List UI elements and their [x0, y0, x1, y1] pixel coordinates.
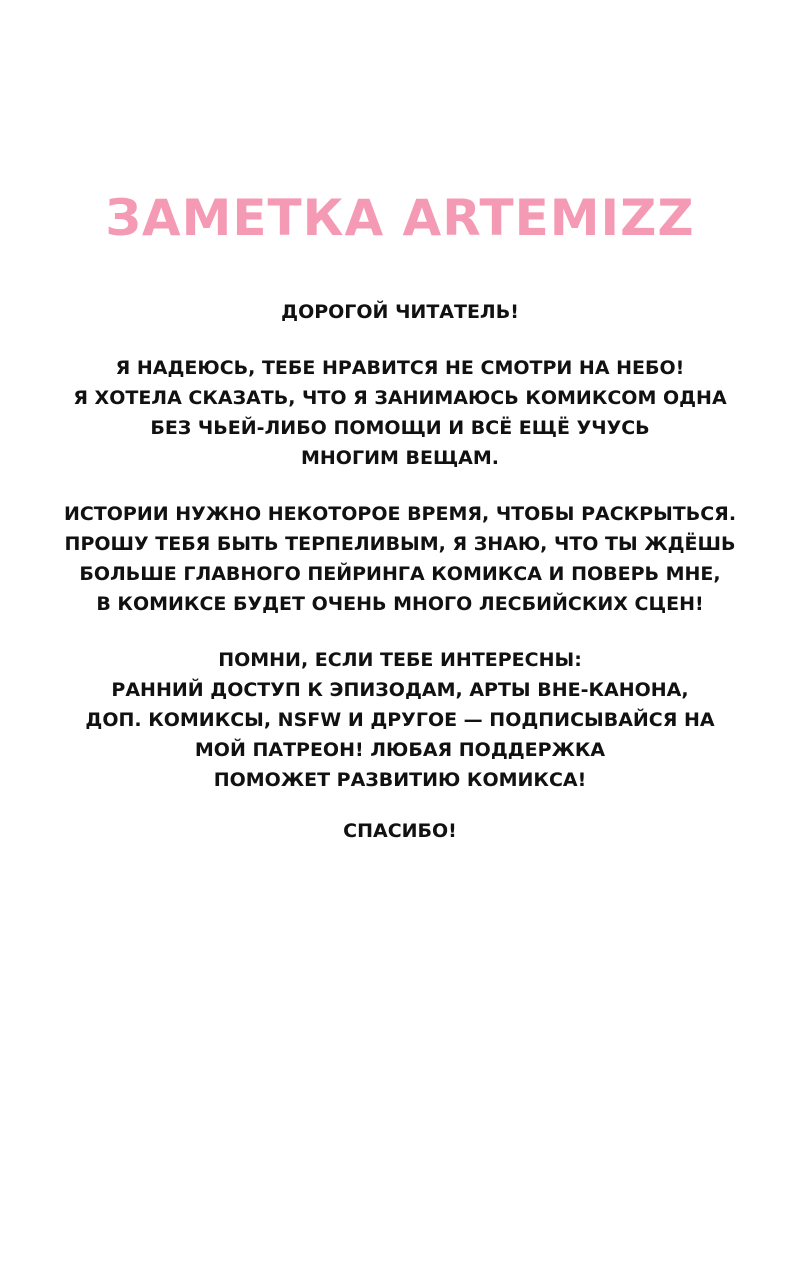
paragraph-1-line: Я ХОТЕЛА СКАЗАТЬ, ЧТО Я ЗАНИМАЮСЬ КОМИКСОМ ОДНА — [73, 387, 727, 409]
paragraph-3-line: ПОМНИ, ЕСЛИ ТЕБЕ ИНТЕРЕСНЫ: — [218, 649, 582, 671]
paragraph-3 — [20, 645, 780, 795]
thanks-text: СПАСИБО! — [343, 820, 457, 842]
paragraph-2-line: ИСТОРИИ НУЖНО НЕКОТОРОЕ ВРЕМЯ, ЧТОБЫ РАСКРЫТЬСЯ. — [63, 503, 737, 525]
paragraph-3-line: РАННИЙ ДОСТУП К ЭПИЗОДАМ, АРТЫ ВНЕ-КАНОНА, — [111, 679, 689, 701]
paragraph-1-line: МНОГИМ ВЕЩАМ. — [301, 447, 499, 469]
paragraph-2-line: БОЛЬШЕ ГЛАВНОГО ПЕЙРИНГА КОМИКСА И ПОВЕРЬ МНЕ, — [79, 563, 721, 585]
paragraph-2 — [20, 499, 780, 619]
paragraph-2-line: В КОМИКСЕ БУДЕТ ОЧЕНЬ МНОГО ЛЕСБИЙСКИХ СЦЕН! — [96, 593, 704, 615]
note-title: ЗАМЕТКА ARTEMIZZ — [105, 189, 695, 247]
paragraph-3-line: ДОП. КОМИКСЫ, NSFW И ДРУГОЕ — ПОДПИСЫВАЙСЯ НА — [85, 709, 715, 731]
paragraph-1-line: Я НАДЕЮСЬ, ТЕБЕ НРАВИТСЯ НЕ СМОТРИ НА НЕБО! — [115, 357, 685, 379]
paragraph-3-line: ПОМОЖЕТ РАЗВИТИЮ КОМИКСА! — [213, 769, 587, 791]
paragraph-1-line: БЕЗ ЧЬЕЙ-ЛИБО ПОМОЩИ И ВСЁ ЕЩЁ УЧУСЬ — [150, 417, 650, 439]
greeting-text: ДОРОГОЙ ЧИТАТЕЛЬ! — [281, 301, 519, 323]
paragraph-2-line: ПРОШУ ТЕБЯ БЫТЬ ТЕРПЕЛИВЫМ, Я ЗНАЮ, ЧТО ТЫ ЖДЁШЬ — [64, 533, 736, 555]
paragraph-3-line: МОЙ ПАТРЕОН! ЛЮБАЯ ПОДДЕРЖКА — [194, 739, 606, 761]
paragraph-1 — [20, 353, 780, 473]
